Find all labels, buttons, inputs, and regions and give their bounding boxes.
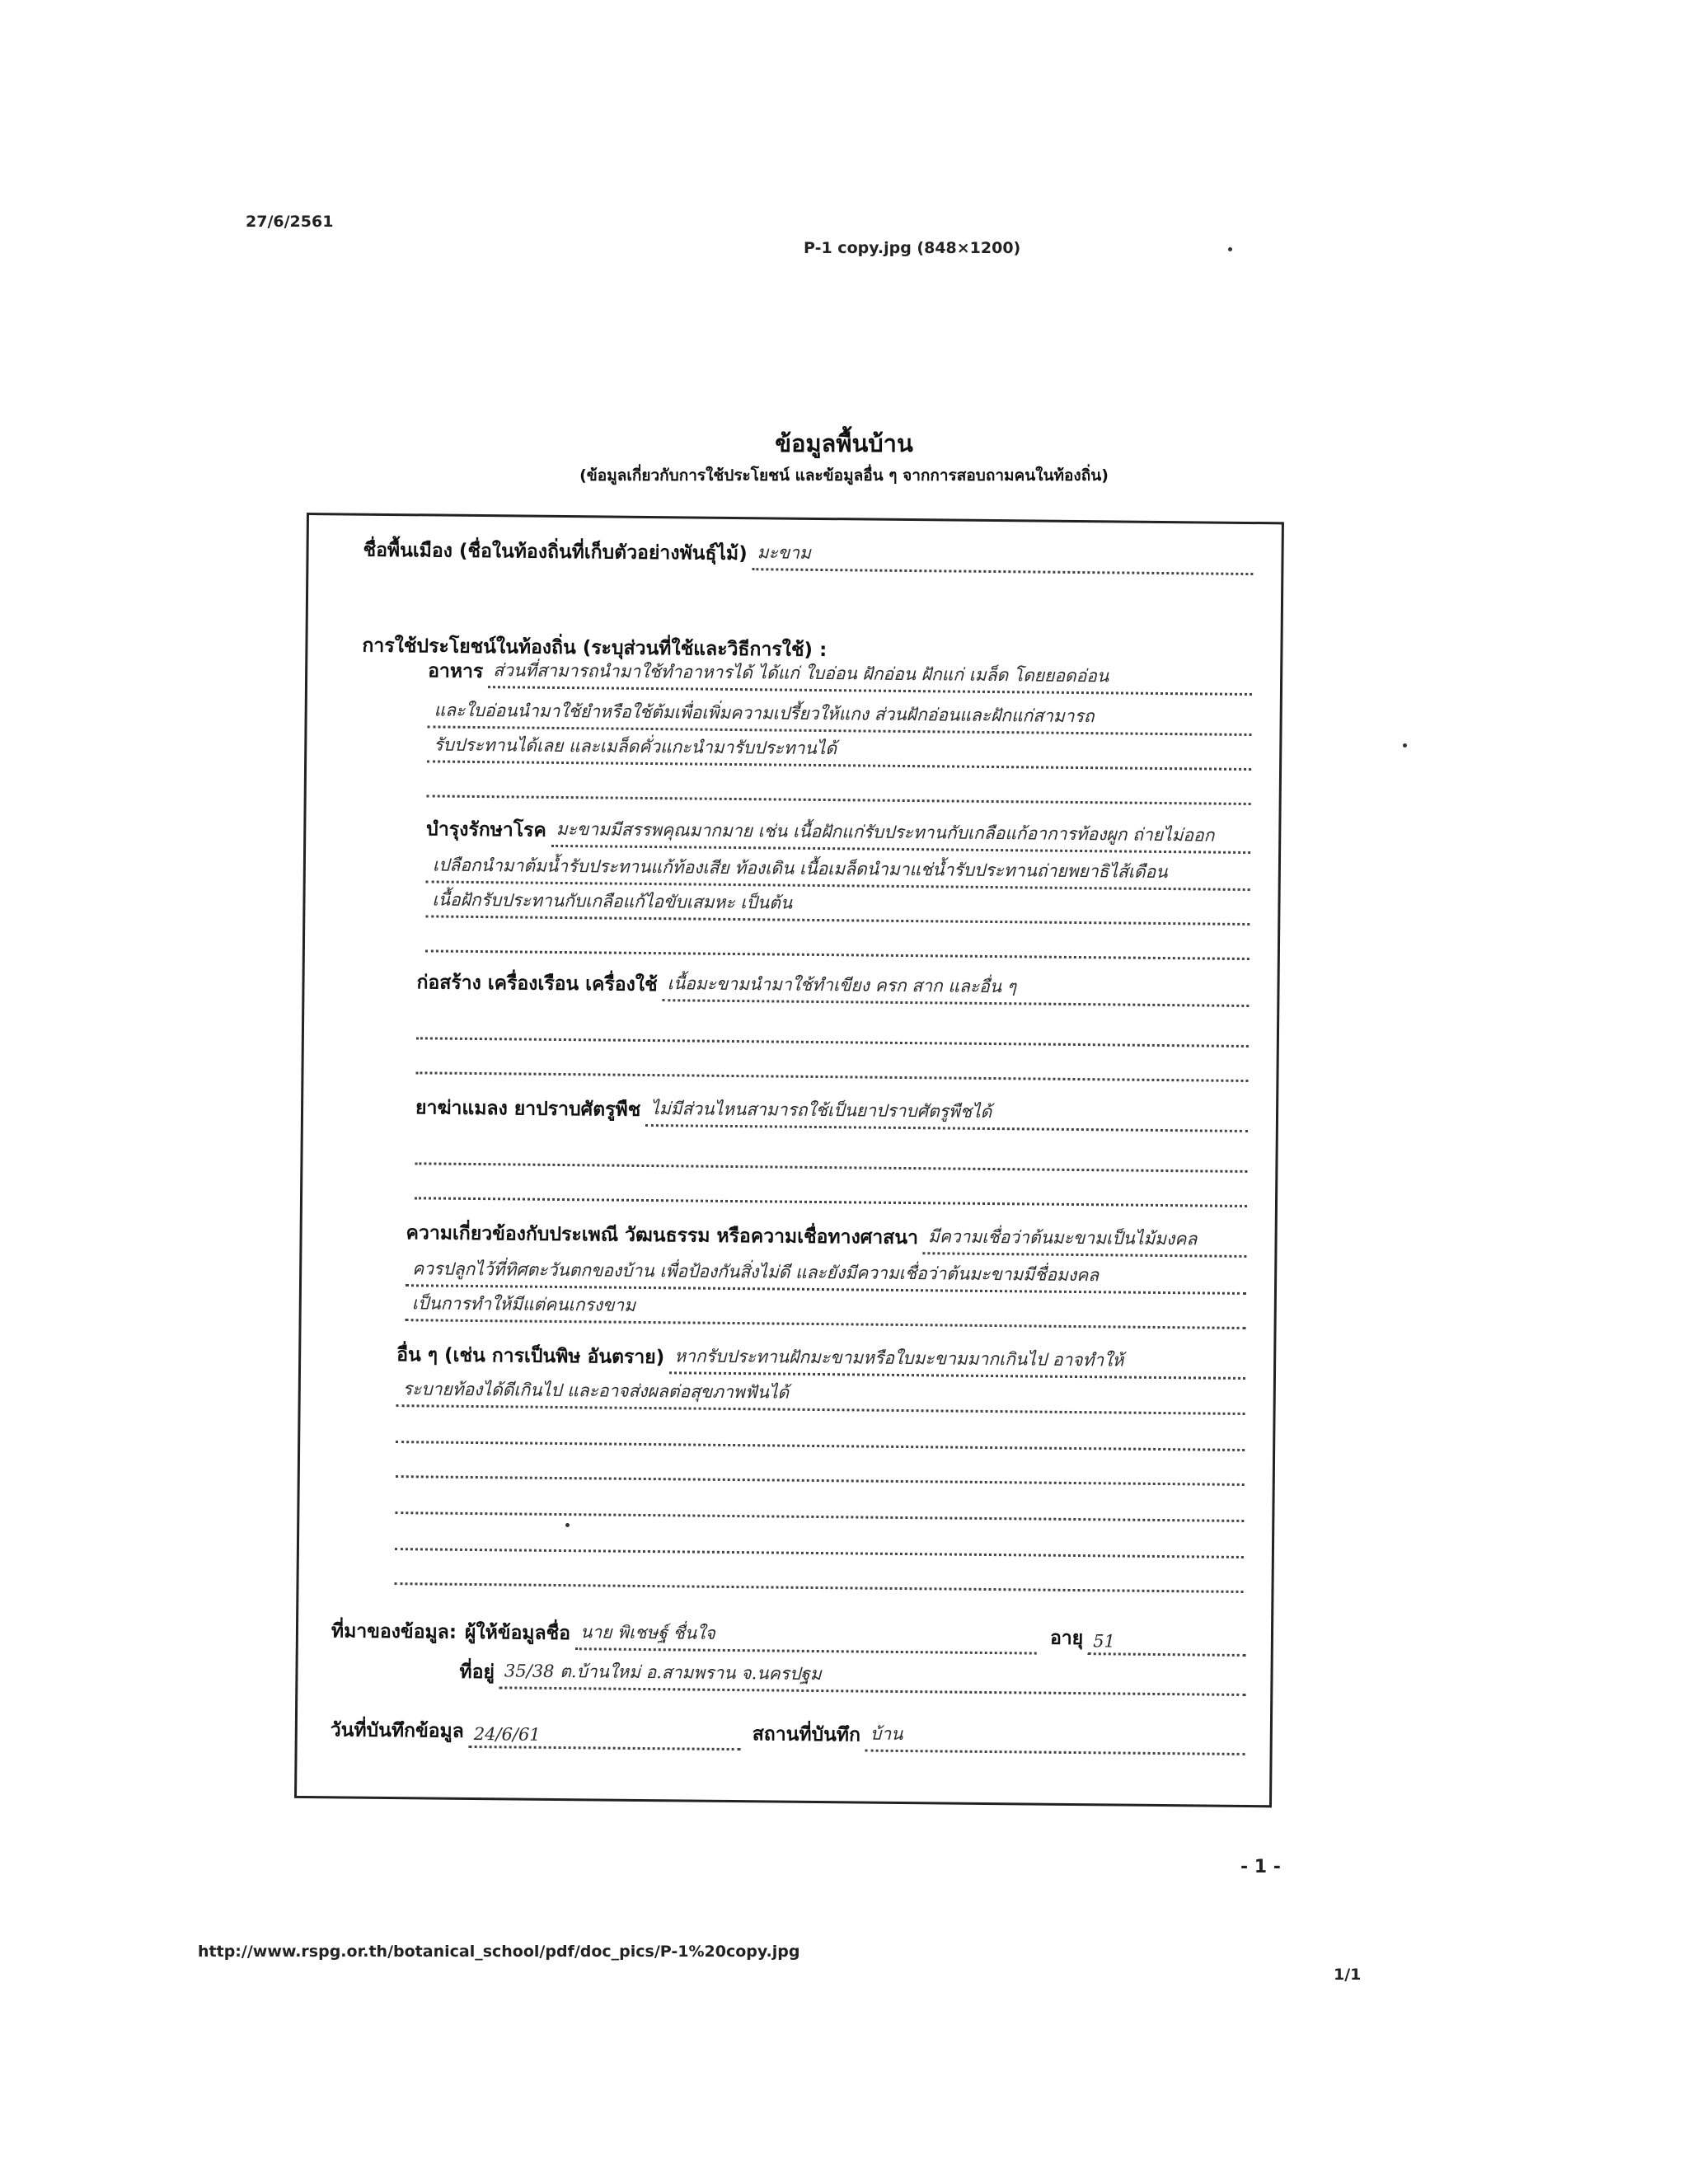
informant-field[interactable] — [575, 1619, 1037, 1654]
pesticide-field-1[interactable] — [645, 1096, 1248, 1132]
pesticide-field-2[interactable] — [415, 1134, 1247, 1173]
food-field-1[interactable] — [488, 658, 1252, 696]
record-place-value: บ้าน — [870, 1723, 903, 1745]
construction-label: ก่อสร้าง เครื่องเรือน เครื่องใช้ — [416, 972, 658, 996]
other-field-6[interactable] — [395, 1520, 1244, 1558]
form-subtitle: (ข้อมูลเกี่ยวกับการใช้ประโยชน์ และข้อมูลอื่น ๆ จากการสอบถามคนในท้องถิ่น) — [579, 466, 1109, 485]
local-name-field[interactable] — [752, 540, 1253, 575]
food-line-2: และใบอ่อนนำมาใช้ยำหรือใช้ต้มเพื่อเพิ่มความเปรี้ยวให้แกง ส่วนฝักอ่อนและฝักแก่สามารถ — [434, 700, 1095, 727]
record-date-label: วันที่บันทึกข้อมูล — [330, 1719, 464, 1742]
medicine-field-4[interactable] — [425, 921, 1250, 960]
medicine-field-2[interactable] — [426, 852, 1250, 891]
address-row — [459, 1657, 1245, 1696]
belief-field-3[interactable] — [406, 1291, 1246, 1329]
page-number: - 1 - — [1240, 1857, 1281, 1877]
construction-line-1: เนื้อมะขามนำมาใช้ทำเขียง ครก สาก และอื่น ๆ — [667, 973, 1017, 997]
uses-heading: การใช้ประโยชน์ในท้องถิ่น (ระบุส่วนที่ใช้และวิธีการใช้) : — [362, 635, 828, 662]
source-label: ที่มาของข้อมูล: — [331, 1620, 457, 1643]
food-line-3: รับประทานได้เลย และเมล็ดคั่วแกะนำมารับประทานได้ — [434, 734, 837, 759]
medicine-line-2: เปลือกนำมาต้มน้ำรับประทานแก้ท้องเสีย ท้องเดิน เนื้อเมล็ดนำมาแช่น้ำรับประทานถ่ายพยาธิไส้เดือน — [432, 855, 1168, 883]
medicine-field-1[interactable] — [551, 817, 1251, 854]
belief-field-1[interactable] — [923, 1224, 1247, 1258]
record-place-label: สถานที่บันทึก — [752, 1723, 861, 1746]
local-name-row — [363, 536, 1253, 575]
belief-line-1: มีความเชื่อว่าต้นมะขามเป็นไม้มงคล — [927, 1226, 1198, 1249]
other-field-3[interactable] — [396, 1413, 1245, 1451]
pesticide-label: ยาฆ่าแมลง ยาปราบศัตรูพืช — [415, 1097, 641, 1121]
construction-row — [416, 968, 1249, 1007]
other-field-1[interactable] — [669, 1343, 1245, 1380]
local-name-label: ชื่อพื้นเมือง (ชื่อในท้องถิ่นที่เก็บตัวอย่างพันธุ์ไม้) — [363, 539, 748, 565]
scan-speck — [1228, 247, 1232, 251]
local-name-value: มะขาม — [757, 542, 811, 563]
record-date-value: 24/6/61 — [473, 1724, 541, 1745]
pesticide-row — [415, 1093, 1248, 1132]
print-page-count: 1/1 — [1334, 1966, 1362, 1984]
record-row — [331, 1715, 1245, 1755]
age-field[interactable] — [1088, 1624, 1246, 1657]
belief-row — [406, 1218, 1246, 1258]
record-place-field[interactable] — [865, 1722, 1245, 1755]
other-field-4[interactable] — [396, 1447, 1245, 1486]
age-value: 51 — [1093, 1631, 1116, 1652]
construction-field-1[interactable] — [662, 971, 1249, 1007]
medicine-line-3: เนื้อฝักรับประทานกับเกลือแก้ไอขับเสมหะ เป็นต้น — [432, 889, 793, 913]
belief-label: ความเกี่ยวข้องกับประเพณี วัฒนธรรม หรือความเชื่อทางศาสนา — [406, 1222, 919, 1249]
other-row — [396, 1340, 1245, 1380]
record-date-field[interactable] — [469, 1718, 741, 1750]
form-title: ข้อมูลพื้นบ้าน — [775, 429, 913, 457]
food-field-2[interactable] — [427, 697, 1251, 736]
food-line-1: ส่วนที่สามารถนำมาใช้ทำอาหารได้ ได้แก่ ใบอ่อน ฝักอ่อน ฝักแก่ เมล็ด โดยยอดอ่อน — [493, 660, 1109, 687]
food-field-3[interactable] — [427, 732, 1251, 771]
food-row — [428, 656, 1252, 696]
other-field-5[interactable] — [395, 1483, 1244, 1522]
belief-field-2[interactable] — [406, 1256, 1246, 1295]
scan-speck — [565, 1523, 570, 1527]
medicine-row — [426, 814, 1250, 854]
print-url: http://www.rspg.or.th/botanical_school/pdf/doc_pics/P-1%20copy.jpg — [198, 1943, 800, 1961]
other-field-7[interactable] — [395, 1554, 1244, 1593]
other-field-2[interactable] — [396, 1376, 1245, 1415]
age-label: อายุ — [1049, 1627, 1084, 1650]
food-label: อาหาร — [428, 660, 484, 683]
address-field[interactable] — [499, 1658, 1246, 1696]
food-field-4[interactable] — [427, 766, 1251, 805]
scan-speck — [1403, 743, 1407, 748]
address-label: ที่อยู่ — [459, 1661, 495, 1684]
informant-row — [331, 1616, 1246, 1657]
belief-line-2: ควรปลูกไว้ที่ทิศตะวันตกของบ้าน เพื่อป้องกันสิ่งไม่ดี และยังมีความเชื่อว่าต้นมะขามมีชื่อมงคล — [412, 1258, 1100, 1286]
construction-field-3[interactable] — [415, 1043, 1248, 1082]
pesticide-line-1: ไม่มีส่วนไหนสามารถใช้เป็นยาปราบศัตรูพืชได้ — [650, 1099, 992, 1122]
belief-line-3: เป็นการทำให้มีแต่คนเกรงขาม — [411, 1293, 636, 1315]
medicine-line-1: มะขามมีสรรพคุณมากมาย เช่น เนื้อฝักแก่รับประทานกับเกลือแก้อาการท้องผูก ถ่ายไม่ออก — [556, 818, 1215, 846]
medicine-label: บำรุงรักษาโรค — [426, 818, 546, 841]
informant-label: ผู้ให้ข้อมูลชื่อ — [464, 1621, 571, 1645]
medicine-field-3[interactable] — [425, 887, 1250, 926]
form-frame — [294, 513, 1284, 1807]
other-label: อื่น ๆ (เช่น การเป็นพิษ อันตราย) — [396, 1344, 665, 1369]
other-line-2: ระบายท้องได้ดีเกินไป และอาจส่งผลต่อสุขภาพฟันได้ — [402, 1379, 790, 1403]
informant-value: นาย พิเชษฐ์ ชื่นใจ — [579, 1622, 715, 1643]
other-line-1: หากรับประทานฝักมะขามหรือใบมะขามมากเกินไป อาจทำให้ — [674, 1346, 1124, 1371]
construction-field-2[interactable] — [416, 1009, 1249, 1047]
print-date: 27/6/2561 — [246, 213, 334, 231]
pesticide-field-3[interactable] — [415, 1169, 1247, 1207]
print-filename: P-1 copy.jpg (848×1200) — [804, 239, 1021, 257]
address-value: 35/38 ต.บ้านใหม่ อ.สามพราน จ.นครปฐม — [504, 1661, 822, 1685]
